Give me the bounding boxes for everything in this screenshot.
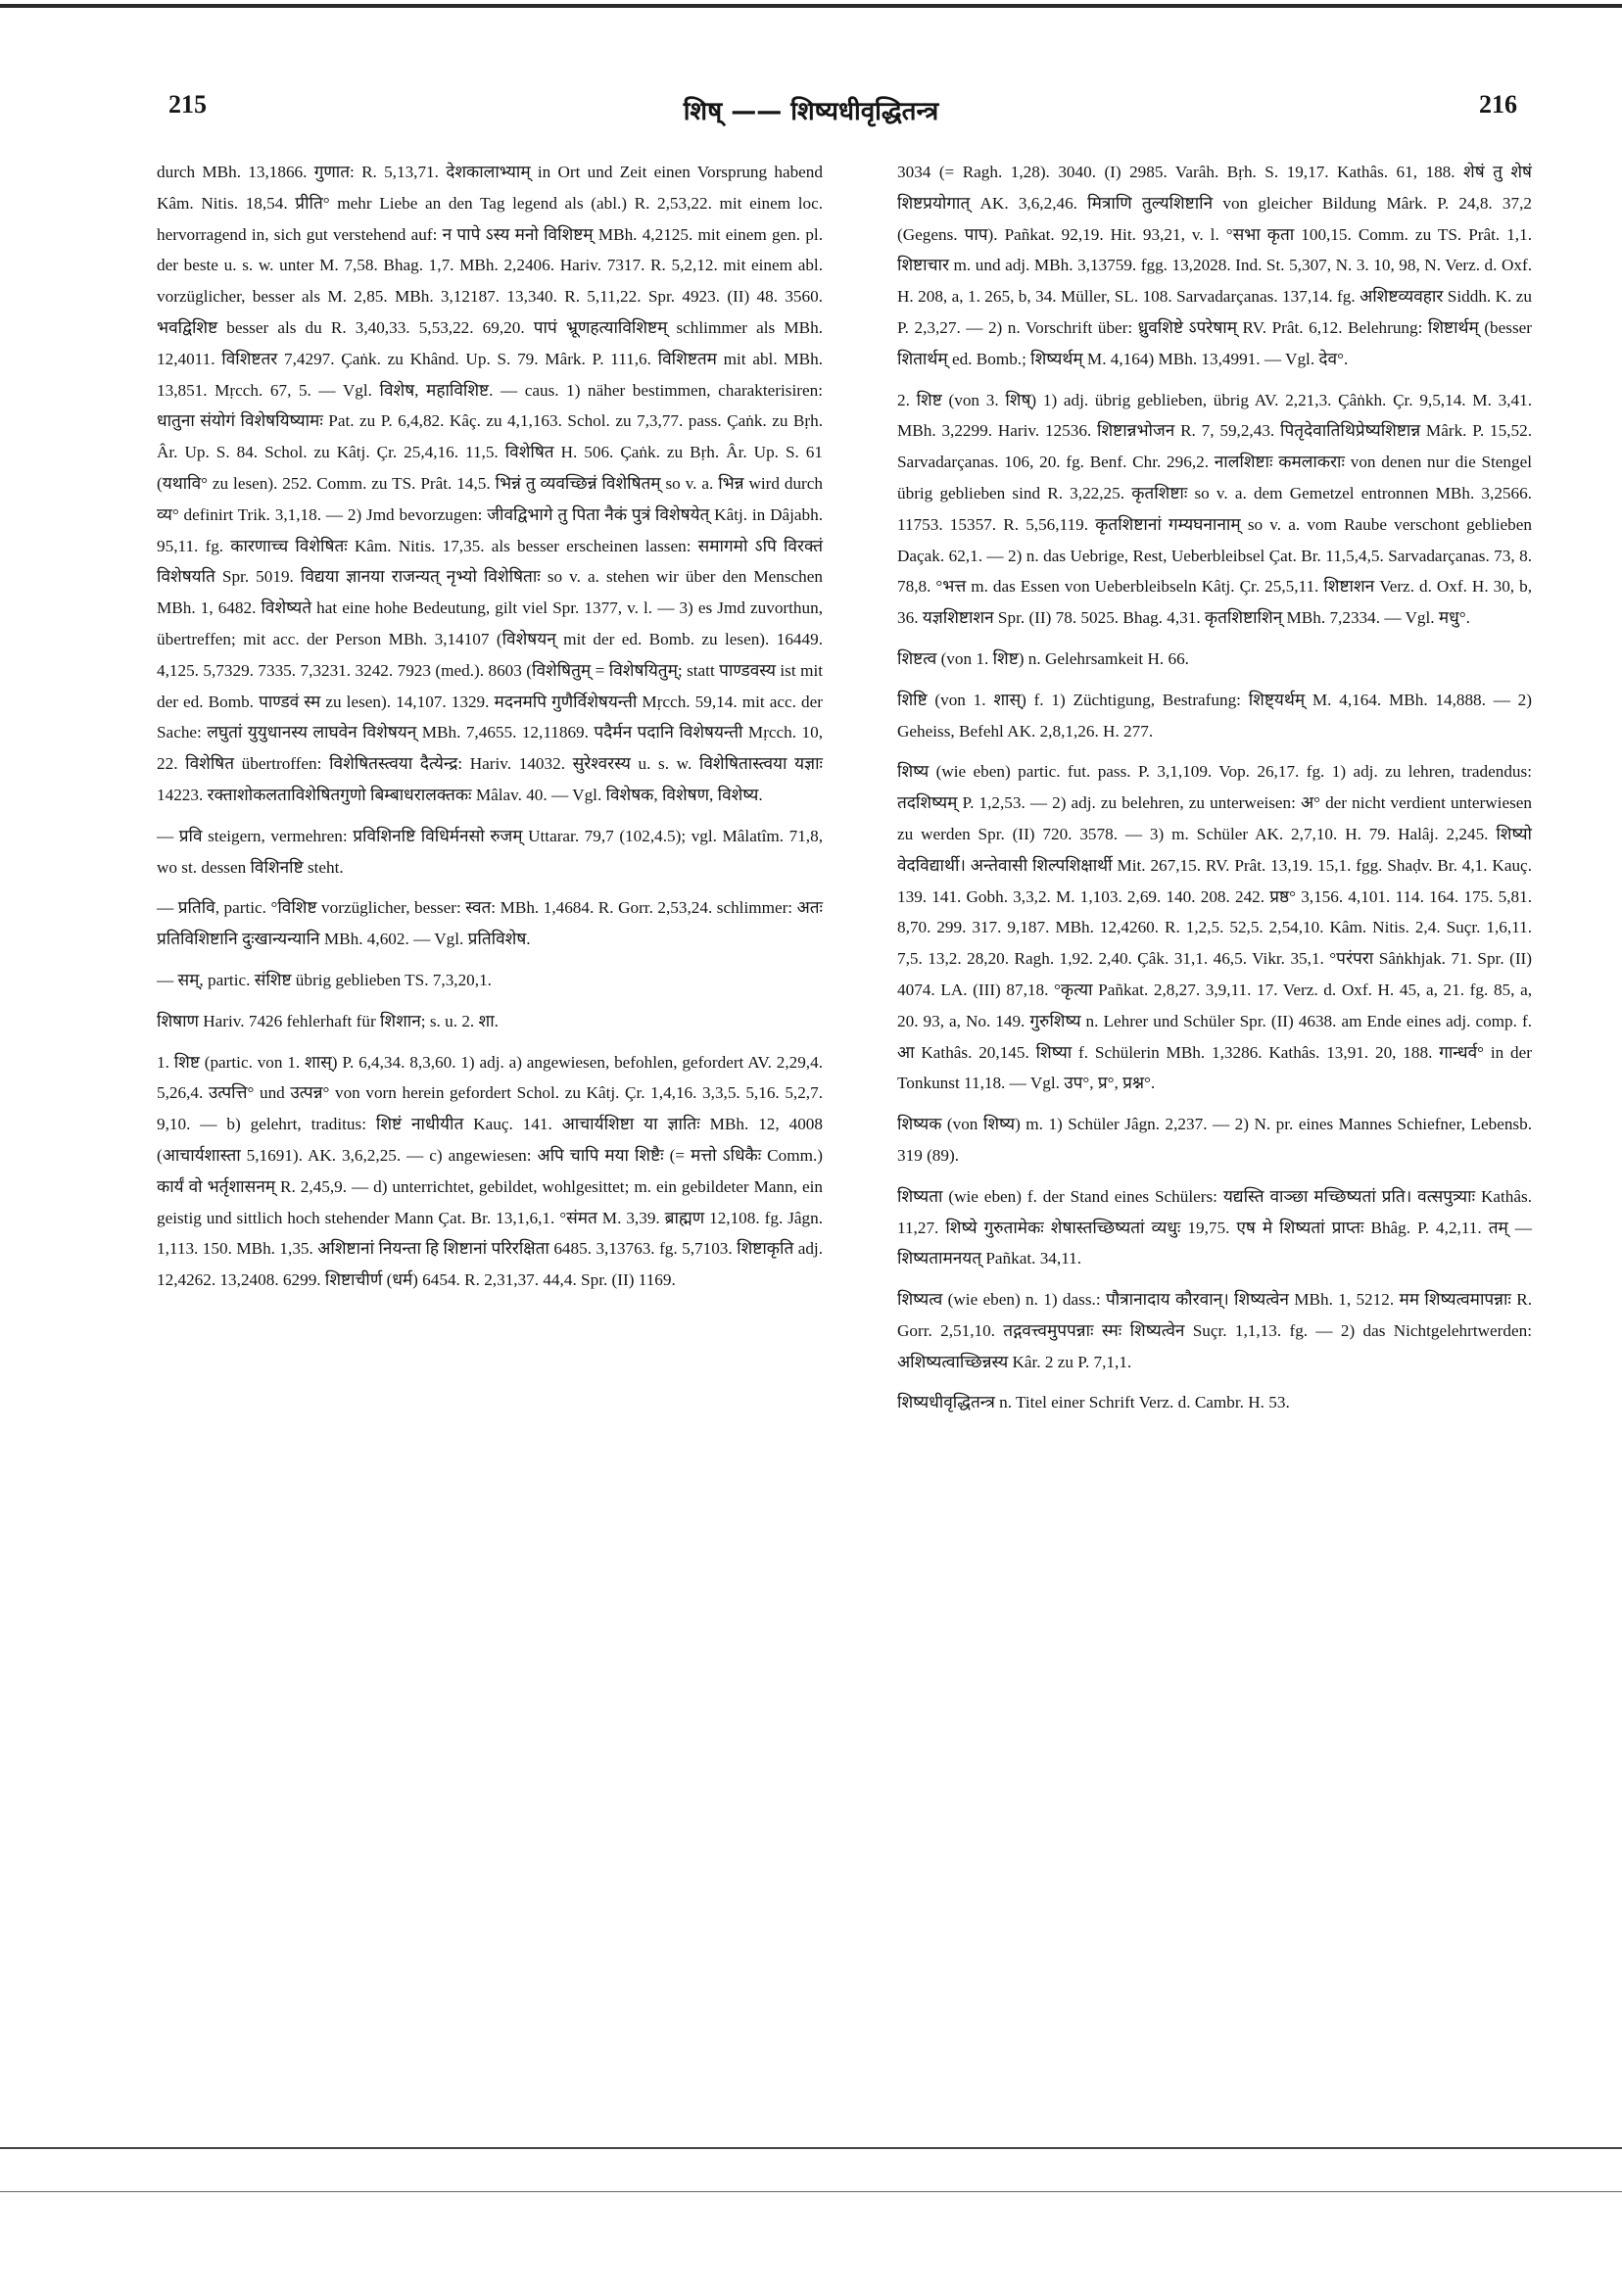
entry-paragraph: शिष्यधीवृद्धितन्त्र n. Titel einer Schrift Verz. d. Cambr. H. 53.: [897, 1393, 1290, 1412]
entry-paragraph: 1. शिष्ट (partic. von 1. शास्) P. 6,4,34. 8,3,60. 1) adj. a) angewiesen, befohlen, gefordert AV. 2,29,4. 5,26,4. उत्पत्ति° und उत्पन्न° von vorn herein gefordert Schol. zu Kâtj. Çr. 1,4,16. 3,3,5. 5,16. 5,2,7. 9,10. — b) gelehrt, traditus: शिष्टं नाधीयीत Kauç. 141. आचार्यशिष्टा या ज्ञातिः MBh. 12, 4008 (आचार्यशास्ता 5,1691). AK. 3,6,2,25. — c) angewiesen: अपि चापि मया शिष्टैः (= मत्तो ऽधिकैः Comm.) कार्यं वो भर्तृशासनम् R. 2,45,9. — d) unterrichtet, gebildet, wohlgesittet; m. ein gebildeter Mann, ein geistig und sittlich hoch stehender Mann Çat. Br. 13,1,6,1. °संमत M. 3,39. ब्राह्मण 12,108. fg. Jâgn. 1,113. 150. MBh. 1,35. अशिष्टानां नियन्ता हि शिष्टानां परिरक्षिता 6485. 3,13763. fg. 5,7103. शिष्टाकृति adj. 12,4262. 13,2408. 6299. शिष्टाचीर्ण (धर्म) 6454. R. 2,31,37. 44,4. Spr. (II) 1169.: [157, 1052, 823, 1290]
entry-paragraph: शिष्यक (von शिष्य) m. 1) Schüler Jâgn. 2,237. — 2) N. pr. eines Mannes Schiefner, Lebensb. 319 (89).: [897, 1115, 1532, 1165]
page-number-right: 216: [1479, 90, 1517, 119]
entry-paragraph: — सम्, partic. संशिष्ट übrig geblieben TS. 7,3,20,1.: [157, 970, 492, 989]
entry-paragraph: शिष्यता (wie eben) f. der Stand eines Schülers: यद्यस्ति वाञ्छा मच्छिष्यतां प्रति। वत्सपुत्र्याः Kathâs. 11,27. शिष्ये गुरुतामेकः शेषास्तच्छिष्यतां व्यधुः 19,75. एष मे शिष्यतां प्राप्तः Bhâg. P. 4,2,11. तम् — शिष्यतामनयत् Pañkat. 34,11.: [897, 1186, 1532, 1268]
page-header: [0, 90, 1622, 139]
page-number-left: 215: [168, 90, 207, 119]
entry-paragraph: शिष्टत्व (von 1. शिष्ट) n. Gelehrsamkeit H. 66.: [897, 648, 1189, 668]
entry-paragraph: शिषाण Hariv. 7426 fehlerhaft für शिशान; s. u. 2. शा.: [157, 1011, 499, 1030]
entry-paragraph: शिष्य (wie eben) partic. fut. pass. P. 3,1,109. Vop. 26,17. fg. 1) adj. zu lehren, tradendus: तदशिष्यम् P. 1,2,53. — 2) adj. zu belehren, zu unterweisen: अ° der nicht verdient unterwiesen zu werden Spr. (II) 720. 3578. — 3) m. Schüler AK. 2,7,10. H. 79. Halâj. 2,245. शिष्यो वेदविद्यार्थी। अन्तेवासी शिल्पशिक्षार्थी Mit. 267,15. RV. Prât. 13,19. 15,1. fgg. Shaḍv. Br. 4,1. Kauç. 139. 141. Gobh. 3,3,2. M. 1,103. 2,69. 140. 208. 242. प्रष्ठ° 3,156. 4,101. 114. 164. 175. 5,81. 8,70. 299. 317. 9,187. MBh. 12,4260. R. 1,2,5. 52,5. 2,54,10. Kâm. Nitis. 2,4. Suçr. 1,6,11. 7,5. 13,2. 28,20. Ragh. 1,92. 2,40. Çâk. 31,1. 46,5. Vikr. 35,1. °परंपरा Sâṅkhjak. 71. Spr. (II) 4074. LA. (III) 87,18. °कृत्या Pañkat. 2,8,27. 3,9,11. 17. Verz. d. Oxf. H. 45, a, 21. fg. 85, a, 20. 93, a, No. 149. गुरुशिष्य n. Lehrer und Schüler Spr. (II) 4638. am Ende eines adj. comp. f. आ Kathâs. 20,145. शिष्या f. Schülerin MBh. 1,3286. Kathâs. 13,91. 20, 188. गान्धर्व° in der Tonkunst 11,18. — Vgl. उप°, प्र°, प्रश्न°.: [897, 762, 1532, 1093]
top-rule: [0, 4, 1622, 8]
entry-paragraph: — प्रवि steigern, vermehren: प्रविशिनष्टि विधिर्मनसो रुजम् Uttarar. 79,7 (102,4.5); vgl. Mâlatîm. 71,8, wo st. dessen विशिनष्टि steht.: [157, 826, 823, 877]
entry-paragraph: 3034 (= Ragh. 1,28). 3040. (I) 2985. Varâh. Bṛh. S. 19,17. Kathâs. 61, 188. शेषं तु शेषं शिष्टप्रयोगात् AK. 3,6,2,46. मित्राणि तुल्यशिष्टानि von gleicher Bildung Mârk. P. 24,8. 37,2 (Gegens. पाप). Pañkat. 92,19. Hit. 93,21, v. l. °सभा कृता 100,15. Comm. zu TS. Prât. 1,1. शिष्टाचार m. und adj. MBh. 3,13759. fgg. 13,2028. Ind. St. 5,307, N. 3. 10, 98, N. Verz. d. Oxf. H. 208, a, 1. 265, b, 34. Müller, SL. 108. Sarvadarçanas. 137,14. fg. अशिष्टव्यवहार Siddh. K. zu P. 2,3,27. — 2) n. Vorschrift über: ध्रुवशिष्टे ऽपरेषाम् RV. Prât. 6,12. Belehrung: शिष्टार्थम् (besser शितार्थम् ed. Bomb.; शिष्यर्थम् M. 4,164) MBh. 13,4991. — Vgl. देव°.: [897, 163, 1532, 368]
entry-paragraph: शिष्यत्व (wie eben) n. 1) dass.: पौत्रानादाय कौरवान्। शिष्यत्वेन MBh. 1, 5212. मम शिष्यत्वमापन्नाः R. Gorr. 2,51,10. तद्गवत्त्वमुपपन्नाः स्मः शिष्यत्वेन Suçr. 1,1,13. fg. — 2) das Nichtgelehrtwerden: अशिष्यत्वाच्छिन्नस्य Kâr. 2 zu P. 7,1,1.: [897, 1290, 1532, 1371]
bottom-rule-thin: [0, 2191, 1622, 2192]
entry-paragraph: — प्रतिवि, partic. °विशिष्ट vorzüglicher, besser: स्वत: MBh. 1,4684. R. Gorr. 2,53,24. schlimmer: अतः प्रतिविशिष्टानि दुःखान्यन्यानि MBh. 4,602. — Vgl. प्रतिविशेष.: [157, 898, 823, 949]
running-head: शिष् —— शिष्यधीवृद्धितन्त्र: [683, 97, 939, 126]
left-column: [157, 157, 823, 1296]
entry-paragraph: शिष्टि (von 1. शास्) f. 1) Züchtigung, Bestrafung: शिष्ट्यर्थम् M. 4,164. MBh. 14,888. — 2) Geheiss, Befehl AK. 2,8,1,26. H. 277.: [897, 690, 1532, 741]
entry-paragraph: durch MBh. 13,1866. गुणात: R. 5,13,71. देशकालाभ्याम् in Ort und Zeit einen Vorsprung habend Kâm. Nitis. 18,54. प्रीति° mehr Liebe an den Tag legend als (abl.) R. 2,53,22. mit einem loc. hervorragend in, sich gut verstehend auf: न पापे ऽस्य मनो विशिष्टम् MBh. 4,2125. mit einem gen. pl. der beste u. s. w. unter M. 7,58. Bhag. 1,7. MBh. 2,2406. Hariv. 7317. R. 5,2,12. mit einem abl. vorzüglicher, besser als M. 2,85. MBh. 3,12187. 13,340. R. 5,11,22. Spr. 4923. (II) 48. 3560. भवद्विशिष्ट besser als du R. 3,40,33. 5,53,22. 69,20. पापं भ्रूणहत्याविशिष्टम् schlimmer als MBh. 12,4011. विशिष्टतर 7,4297. Çaṅk. zu Khând. Up. S. 79. Mârk. P. 111,6. विशिष्टतम mit abl. MBh. 13,851. Mṛcch. 67, 5. — Vgl. विशेष, महाविशिष्ट. — caus. 1) näher bestimmen, charakterisiren: धातुना संयोगं विशेषयिष्यामः Pat. zu P. 6,4,82. Kâç. zu 4,1,163. Schol. zu 7,3,77. pass. Çaṅk. zu Bṛh. Âr. Up. S. 84. Schol. zu Kâtj. Çr. 25,4,16. 11,5. विशेषित H. 506. Çaṅk. zu Bṛh. Âr. Up. S. 61 (यथावि° zu lesen). 252. Comm. zu TS. Prât. 14,5. भिन्नं तु व्यवच्छिन्नं विशेषितम् so v. a. भिन्न wird durch व्य° definirt Trik. 3,1,18. — 2) Jmd bevorzugen: जीवद्विभागे तु पिता नैकं पुत्रं विशेषयेत् Kâtj. in Dâjabh. 95,11. fg. कारणाच्च विशेषितः Kâm. Nitis. 17,35. als besser erscheinen lassen: समागमो ऽपि विरक्तं विशेषयति Spr. 5019. विद्यया ज्ञानया राजन्यत् नृभ्यो विशेषिताः so v. a. stehen wir über den Menschen MBh. 1, 6482. विशेष्यते hat eine hohe Bedeutung, gilt viel Spr. 1377, v. l. — 3) es Jmd zuvorthun, übertreffen; mit acc. der Person MBh. 3,14107 (विशेषयन् mit der ed. Bomb. zu lesen). 16449. 4,125. 5,7329. 7335. 7,3231. 3242. 7923 (med.). 8603 (विशेषितुम् = विशेषयितुम्; statt पाण्डवस्य ist mit der ed. Bomb. पाण्डवं स्म zu lesen). 14,107. 1329. मदनमपि गुणैर्विशेषयन्ती Mṛcch. 59,14. mit acc. der Sache: लघुतां युयुधानस्य लाघवेन विशेषयन् MBh. 7,4655. 12,11869. पदैर्मन पदानि विशेषयन्ती Mṛcch. 10, 22. विशेषित übertroffen: विशेषितस्त्वया दैत्येन्द्र: Hariv. 14032. सुरेश्वरस्य u. s. w. विशेषितास्त्वया यज्ञाः 14223. रक्ताशोकलताविशेषितगुणो बिम्बाधरालक्तकः Mâlav. 40. — Vgl. विशेषक, विशेषण, विशेष्य.: [157, 163, 823, 804]
bottom-rule: [0, 2147, 1622, 2149]
entry-paragraph: 2. शिष्ट (von 3. शिष्) 1) adj. übrig geblieben, übrig AV. 2,21,3. Çâṅkh. Çr. 9,5,14. M. 3,41. MBh. 3,2299. Hariv. 12536. शिष्टान्नभोजन R. 7, 59,2,43. पितृदेवातिथिप्रेष्यशिष्टान्न Mârk. P. 15,52. Sarvadarçanas. 106, 20. fg. Benf. Chr. 296,2. नालशिष्टाः कमलाकराः von denen nur die Stengel übrig geblieben sind R. 3,22,25. कृतशिष्टाः so v. a. dem Gemetzel entronnen MBh. 3,2566. 11753. 15357. R. 5,56,119. कृतशिष्टानां गम्यघनानाम् so v. a. vom Raube verschont geblieben Daçak. 62,1. — 2) n. das Uebrige, Rest, Ueberbleibsel Çat. Br. 11,5,4,5. Sarvadarçanas. 73, 8. 78,8. °भत्त m. das Essen von Ueberbleibseln Kâtj. Çr. 25,5,11. शिष्टाशन Verz. d. Oxf. H. 30, b, 36. यज्ञशिष्टाशन Spr. (II) 78. 5025. Bhag. 4,31. कृतशिष्टाशिन् MBh. 7,2334. — Vgl. मधु°.: [897, 390, 1532, 628]
right-column: [897, 157, 1532, 1418]
